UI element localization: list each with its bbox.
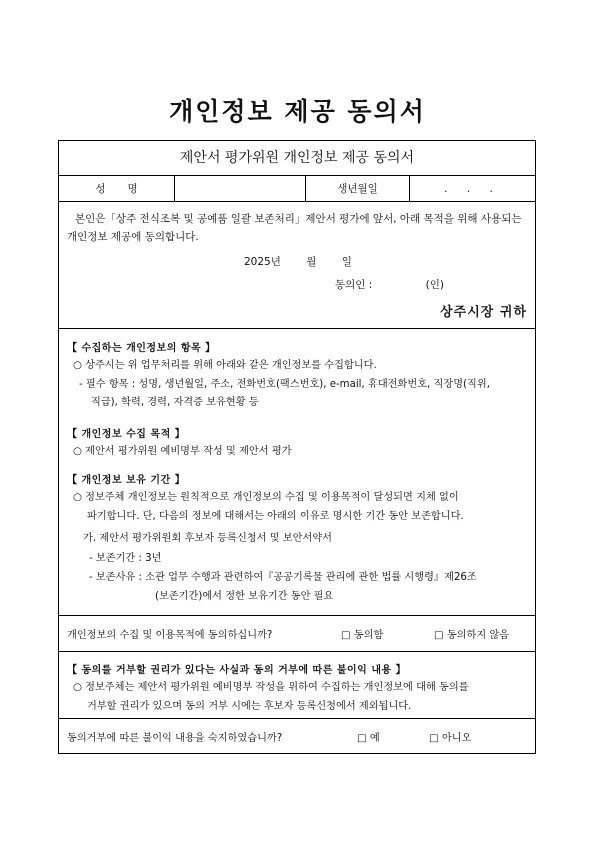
signer-label: 동의인 :	[335, 279, 373, 291]
signer-line	[335, 277, 444, 292]
birth-field[interactable]: . . .	[444, 183, 501, 195]
retain-heading: 【 개인정보 보유 기간 】	[67, 475, 186, 486]
date-day: 일	[341, 256, 352, 268]
purpose-line-1: ○ 제안서 평가위원 예비명부 작성 및 제안서 평가	[73, 446, 292, 457]
refusal-heading: 【 동의를 거부할 권리가 있다는 사실과 동의 거부에 따른 불이익 내용 】	[67, 665, 407, 676]
no-checkbox[interactable]: □ 아니오	[429, 733, 472, 744]
collect-heading: 【 수집하는 개인정보의 항목 】	[67, 343, 216, 354]
document-title: 개인정보 제공 동의서	[169, 97, 426, 126]
info-items-section	[59, 329, 535, 616]
addressee: 상주시장 귀하	[440, 305, 527, 320]
date-month: 월	[306, 256, 317, 268]
refusal-line-2: 거부할 권리가 있으며 동의 거부 시에는 후보자 등록신청에서 제외됩니다.	[87, 701, 412, 712]
consent-statement	[59, 202, 535, 329]
retain-line-1: ○ 정보주체 개인정보는 원칙적으로 개인정보의 수집 및 이용목적이 달성되면 지체 없이	[73, 492, 459, 503]
refusal-line-1: ○ 정보주체는 제안서 평가위원 예비명부 작성을 위하여 수집하는 개인정보에 대해 동의를	[73, 682, 469, 693]
collect-line-3: 직급), 학력, 경력, 자격증 보유현황 등	[91, 397, 259, 408]
consent-text: 본인은「상주 전식조복 및 공예품 일괄 보존처리」제안서 평가에 앞서, 아래 목적을 위해 사용되는 개인정보 제공에 동의합니다.	[67, 213, 522, 243]
retain-line-5: - 보존사유 : 소관 업무 수행과 관련하여『공공기록물 관리에 관한 법률 시행령』제26조	[89, 572, 477, 583]
form-subtitle: 제안서 평가위원 개인정보 제공 동의서	[59, 141, 535, 176]
retain-line-2: 파기합니다. 단, 다음의 정보에 대해서는 아래의 이유로 명시한 기간 동안 보존합니다.	[87, 511, 464, 522]
consent-form	[58, 140, 536, 754]
yes-checkbox[interactable]: □ 예	[357, 733, 380, 744]
disagree-checkbox[interactable]: □ 동의하지 않음	[434, 630, 510, 641]
retain-line-4: - 보존기간 : 3년	[89, 553, 162, 564]
retain-line-3: 가. 제안서 평가위원회 후보자 등록신청서 및 보안서약서	[83, 533, 333, 544]
retain-line-6: (보존기간)에서 정한 보유기간 동안 필요	[155, 591, 334, 602]
consent-question-row	[59, 616, 535, 652]
acknowledge-question: 동의거부에 따른 불이익 내용을 숙지하였습니까?	[67, 733, 283, 744]
date-year: 2025년	[244, 256, 281, 268]
agree-checkbox[interactable]: □ 동의함	[341, 630, 384, 641]
name-label: 성명	[59, 176, 175, 202]
refusal-section	[59, 652, 535, 719]
name-field[interactable]	[175, 176, 306, 202]
signer-seal: (인)	[425, 279, 444, 291]
acknowledge-question-row	[59, 719, 535, 752]
personal-info-row	[59, 176, 535, 202]
date-line	[244, 254, 374, 269]
collect-line-2: - 필수 항목 : 성명, 생년월일, 주소, 전화번호(팩스번호), e-mail, 휴대전화번호, 직장명(직위,	[79, 379, 490, 390]
birth-label: 생년월일	[306, 176, 410, 202]
collect-line-1: ○ 상주시는 위 업무처리를 위해 아래와 같은 개인정보를 수집합니다.	[73, 360, 377, 371]
consent-question: 개인정보의 수집 및 이용목적에 동의하십니까?	[67, 630, 273, 641]
purpose-heading: 【 개인정보 수집 목적 】	[67, 429, 186, 440]
